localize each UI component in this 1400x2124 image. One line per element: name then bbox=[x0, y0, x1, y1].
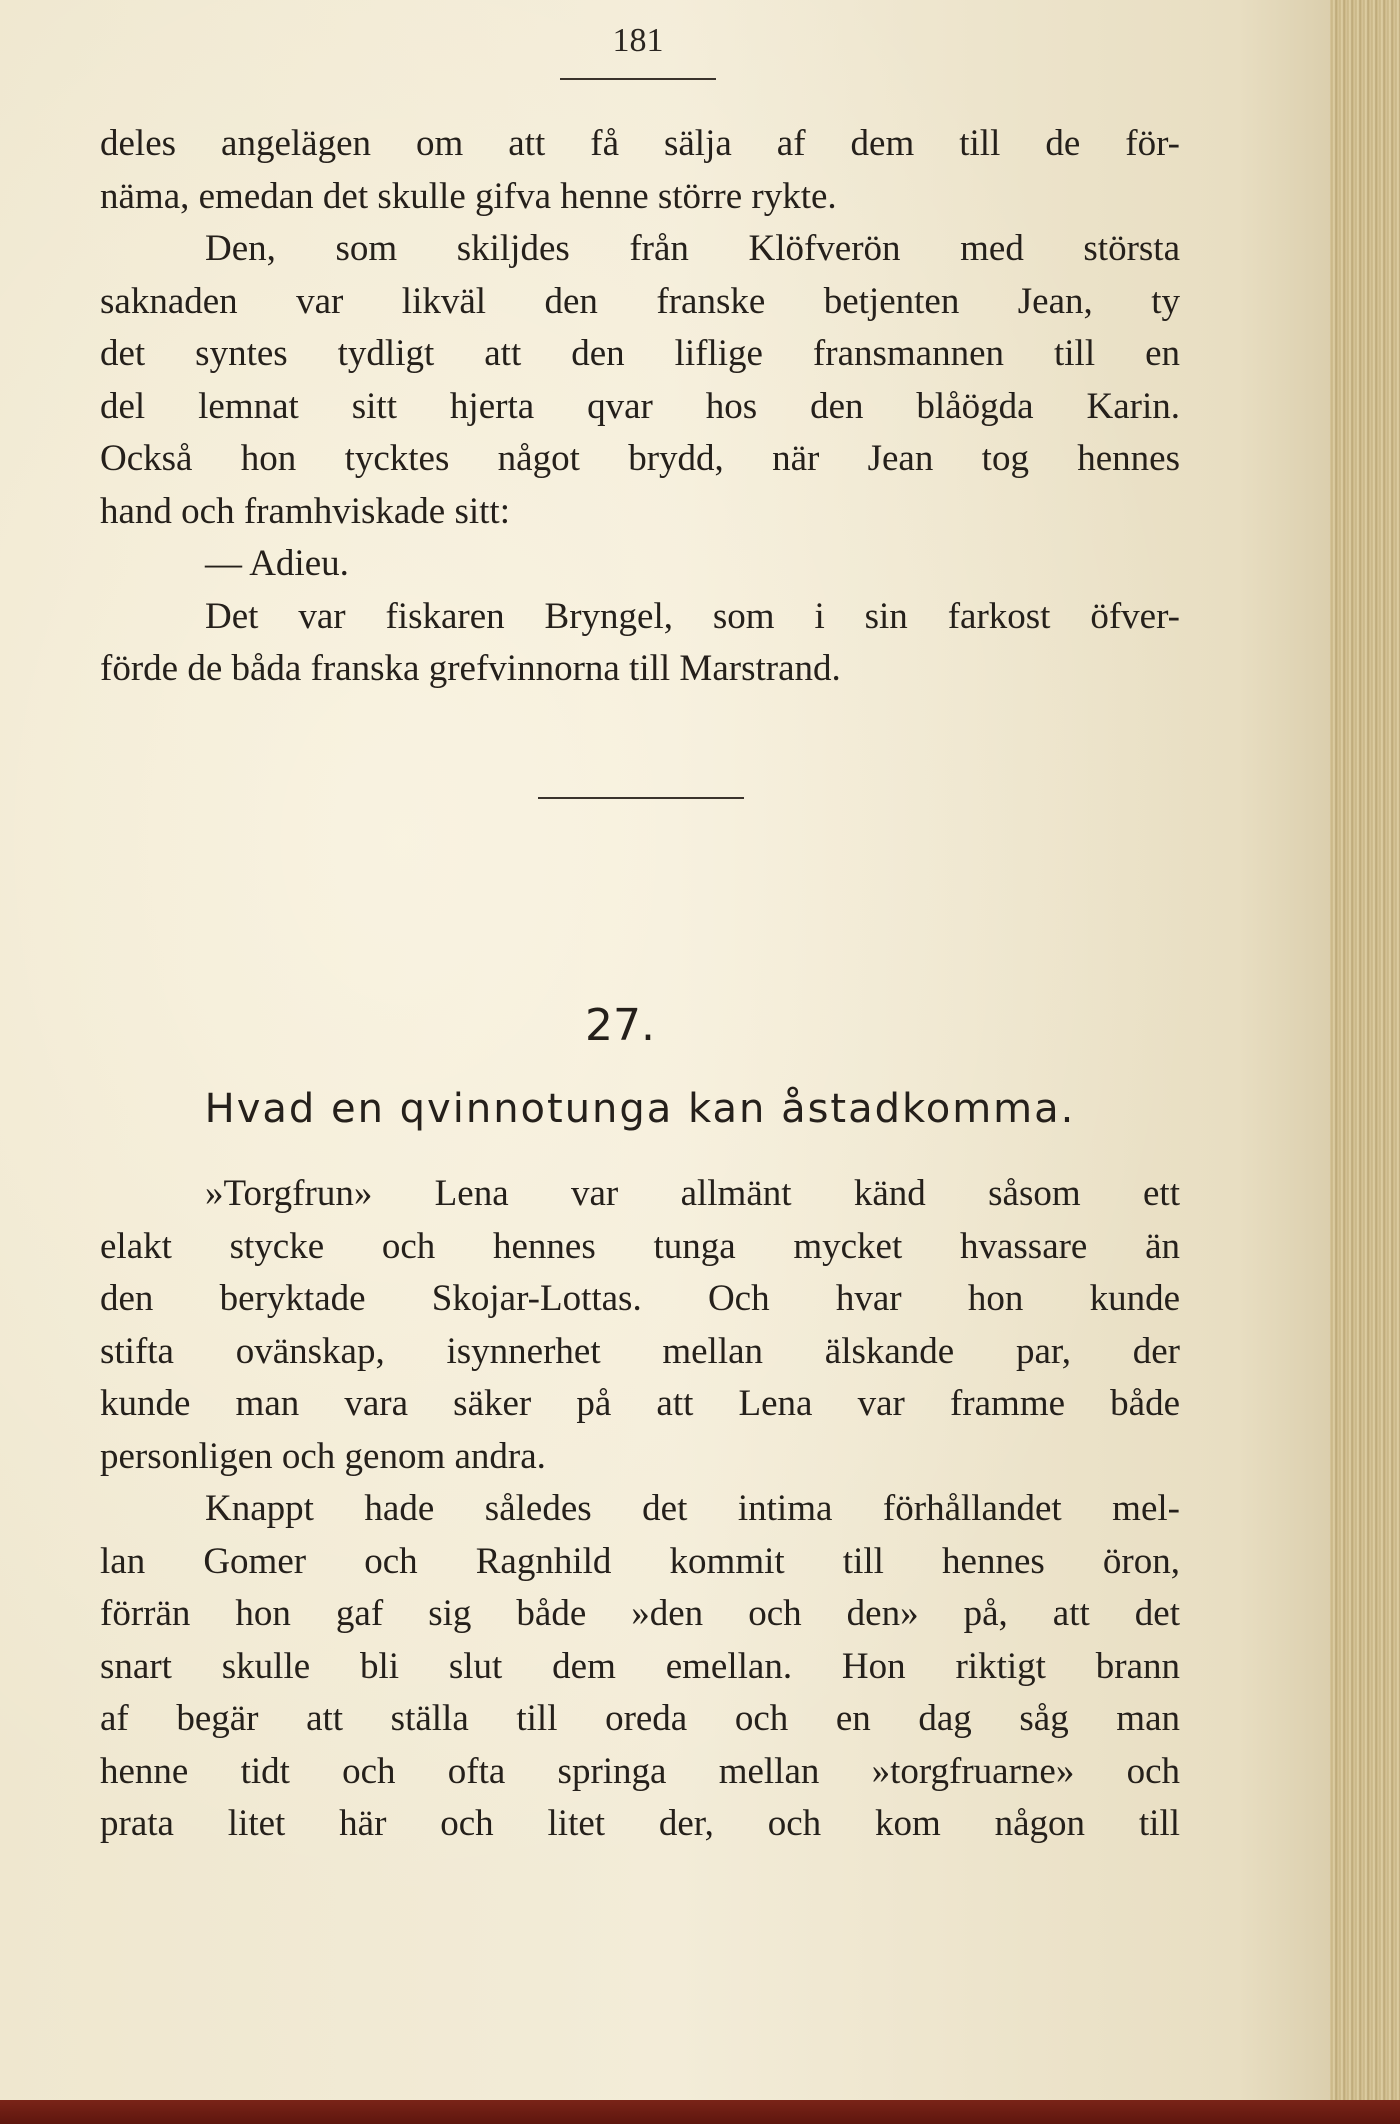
page-number: 181 bbox=[612, 22, 664, 59]
section-divider bbox=[538, 797, 744, 799]
text-line: del lemnat sitt hjerta qvar hos den blåögda Karin. bbox=[100, 385, 1180, 427]
text-line: Knappt hade således det intima förhållandet mel- bbox=[205, 1488, 1180, 1529]
book-cover-edge bbox=[0, 2100, 1400, 2124]
text-line: saknaden var likväl den franske betjenten Jean, ty bbox=[100, 280, 1180, 322]
text-line: hand och framhviskade sitt: bbox=[100, 490, 510, 532]
text-line: näma, emedan det skulle gifva henne större rykte. bbox=[100, 175, 837, 217]
paragraph bbox=[100, 538, 1180, 591]
text-line: deles angelägen om att få sälja af dem till de för- bbox=[100, 123, 1180, 164]
paragraph bbox=[100, 223, 1180, 538]
paragraph bbox=[100, 591, 1180, 696]
text-line: Det var fiskaren Bryngel, som i sin farkost öfver- bbox=[205, 595, 1180, 637]
text-line: kunde man vara säker på att Lena var framme både bbox=[100, 1383, 1180, 1424]
dialogue-line: — Adieu. bbox=[205, 543, 349, 584]
section-1-text bbox=[100, 118, 1180, 696]
text-line: förde de båda franska grefvinnorna till Marstrand. bbox=[100, 648, 841, 689]
text-line: lan Gomer och Ragnhild kommit till hennes öron, bbox=[100, 1540, 1180, 1582]
text-line: elakt stycke och hennes tunga mycket hvassare än bbox=[100, 1225, 1180, 1267]
section-2-text bbox=[100, 1168, 1180, 1851]
paragraph bbox=[100, 1483, 1180, 1851]
header-rule bbox=[560, 78, 716, 80]
text-line: »Torgfrun» Lena var allmänt känd såsom ett bbox=[205, 1173, 1180, 1214]
text-line: förrän hon gaf sig både »den och den» på, att det bbox=[100, 1593, 1180, 1634]
page-edge bbox=[1330, 0, 1400, 2124]
text-line: det syntes tydligt att den liflige fransmannen till en bbox=[100, 333, 1180, 374]
text-line: prata litet här och litet der, och kom någon till bbox=[100, 1803, 1180, 1844]
text-line: personligen och genom andra. bbox=[100, 1435, 546, 1477]
text-line: Också hon tycktes något brydd, när Jean tog hennes bbox=[100, 438, 1180, 479]
text-line: af begär att ställa till oreda och en dag såg man bbox=[100, 1698, 1180, 1739]
text-line: den beryktade Skojar-Lottas. Och hvar hon kunde bbox=[100, 1278, 1180, 1319]
chapter-number: 27. bbox=[585, 1000, 655, 1051]
paragraph bbox=[100, 1168, 1180, 1483]
paragraph bbox=[100, 118, 1180, 223]
text-line: stifta ovänskap, isynnerhet mellan älskande par, der bbox=[100, 1330, 1180, 1372]
text-line: henne tidt och ofta springa mellan »torgfruarne» och bbox=[100, 1750, 1180, 1792]
text-line: snart skulle bli slut dem emellan. Hon riktigt brann bbox=[100, 1645, 1180, 1687]
chapter-title: Hvad en qvinnotunga kan åstadkomma. bbox=[204, 1086, 1076, 1132]
text-line: Den, som skiljdes från Klöfverön med största bbox=[205, 228, 1180, 269]
